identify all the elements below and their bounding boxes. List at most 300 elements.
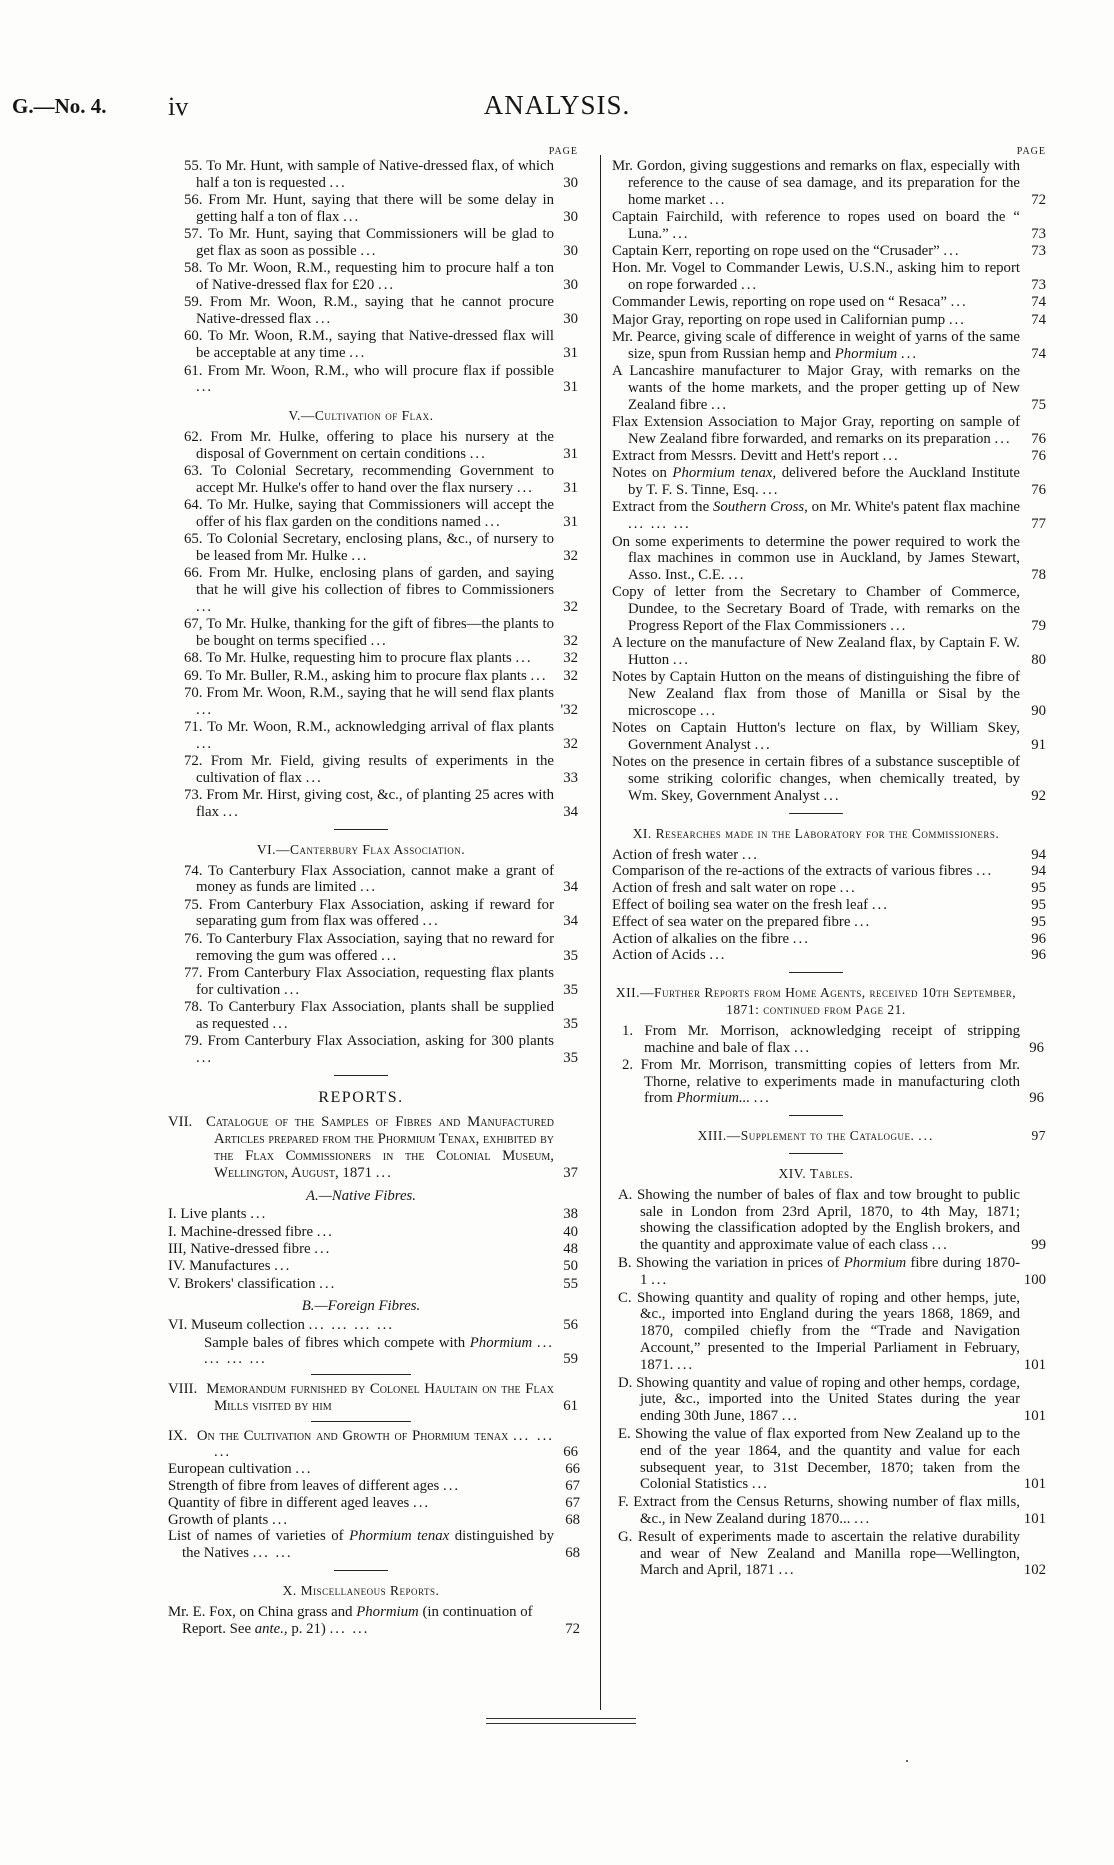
dot-leader: ... (319, 1275, 337, 1292)
page-ref: 102 (1023, 1562, 1046, 1579)
page-header (0, 88, 1114, 128)
list-item (612, 635, 1046, 669)
dot-leader: ... (316, 1223, 334, 1240)
entry-text: European cultivation (168, 1461, 292, 1478)
list-item (168, 1033, 578, 1067)
list-item (168, 1461, 580, 1478)
page-ref: 56 (563, 1317, 578, 1334)
page-ref: 73 (1031, 277, 1046, 294)
list-item (612, 863, 1046, 880)
entry-number: 58. (184, 260, 203, 277)
entry-text: Extract from Messrs. Devitt and Hett's report (612, 448, 879, 465)
section-divider (334, 1075, 388, 1076)
entry-text: Memorandum furnished by Colonel Haultain on the Flax Mills visited by him (206, 1381, 554, 1414)
entry-number: V. (168, 1275, 181, 1292)
dot-leader: ... (753, 1090, 771, 1107)
dot-leader: ... (839, 880, 857, 897)
entry-text: Result of experiments made to ascertain the relative durability and wear of New Zealand and Manilla rope—Wellington, March and April, 1871 (637, 1528, 1020, 1579)
page-ref: 33 (563, 769, 578, 786)
section-divider (789, 972, 843, 973)
list-item (168, 787, 578, 821)
entry-text: Sample bales of fibres which compete with (204, 1334, 466, 1351)
page-ref: 31 (563, 445, 578, 462)
page-ref: 75 (1031, 396, 1046, 413)
dot-leader: ... (272, 1015, 290, 1032)
sample-bales-entry: Sample bales of fibres which compete with Phormium ... ... ... ... 59 (204, 1334, 578, 1368)
entry-text: Strength of fibre from leaves of different ages (168, 1478, 440, 1495)
list-item (612, 754, 1046, 804)
dot-leader: ... (931, 1237, 949, 1254)
section-divider (311, 1421, 411, 1422)
list-item (612, 947, 1046, 964)
page-ref: 32 (563, 633, 578, 650)
dot-leader: ... (360, 242, 378, 259)
laboratory-list (612, 846, 1046, 965)
entry-italic: Phormium (356, 1603, 419, 1620)
entry-text: From Canterbury Flax Association, asking for 300 plants (207, 1033, 554, 1050)
entry-text: Showing the number of bales of flax and tow brought to public sale in London from 23rd April, 1870, to 4th May, 1871; showing the classification adopted by the English brokers, and the quantity and approximate value of each class (637, 1186, 1021, 1254)
entry-text: To Colonial Secretary, enclosing plans, &c., of nursery to be leased from Mr. Hulke (196, 531, 554, 565)
entry-text: Live plants (180, 1206, 247, 1223)
section-divider (334, 1570, 388, 1571)
entry-text: distinguished by the Natives (182, 1528, 555, 1562)
entry-text: Extract from the (612, 499, 710, 516)
entry-text: p. 21) (291, 1620, 326, 1637)
list-item (168, 362, 578, 397)
dot-leader: ... (751, 1476, 769, 1493)
list-item (612, 930, 1046, 948)
list-item (168, 998, 578, 1033)
entry-text: Brokers' classification (184, 1275, 316, 1292)
page-ref: 68 (565, 1545, 580, 1562)
entry-number: VI. (168, 1317, 188, 1334)
page-ref: 40 (563, 1223, 578, 1240)
entry-text: From Mr. Woon, R.M., saying that he cannot procure Native-dressed flax (196, 294, 554, 328)
page-ref: 76 (1031, 482, 1046, 499)
cultivation-section-entry: IX. On the Cultivation and Growth of Phormium tenax ... ... ... 66 (168, 1427, 578, 1461)
dot-leader: ... (709, 191, 727, 208)
entry-number: 67, (184, 616, 203, 633)
page-column-label: PAGE (548, 146, 578, 157)
entry-text: A Lancashire manufacturer to Major Gray, with remarks on the wants of the home markets, and the proper getting up of New Zealand fibre (612, 363, 1020, 413)
table-entry (612, 1289, 1046, 1374)
page-ref: 66 (563, 1444, 578, 1461)
page-column-label: PAGE (1016, 146, 1046, 157)
list-item (168, 719, 578, 753)
section-heading-v: V.—Cultivation of Flax. (288, 408, 434, 424)
table-entry (612, 1425, 1046, 1493)
list-item (612, 363, 1046, 413)
page-ref: 72 (565, 1620, 580, 1637)
entry-text: Quantity of fibre in different aged leaves (168, 1494, 410, 1511)
notes-phormium-entry: Notes on Phormium tenax, delivered before the Auckland Institute by T. F. S. Tinne, Esq. ... 76 (612, 465, 1046, 499)
section-divider (789, 1115, 843, 1116)
entry-number: 77. (184, 964, 203, 981)
entry-text: To Mr. Buller, R.M., asking him to procure flax plants (206, 667, 527, 684)
document-reference: G.—No. 4. (12, 94, 107, 118)
entry-number: 76. (184, 930, 203, 947)
list-item (612, 669, 1046, 719)
entry-text: Action of alkalies on the fibre (612, 930, 790, 947)
list-item (612, 413, 1046, 448)
page-ref: 96 (1031, 930, 1046, 947)
page-ref: 55 (563, 1275, 578, 1292)
list-item (612, 1022, 1044, 1057)
entry-italic: Phormium (469, 1334, 533, 1351)
page-ref: 101 (1023, 1476, 1046, 1493)
entry-number: 1. (622, 1022, 634, 1039)
entry-text: To Canterbury Flax Association, cannot make a grant of money as funds are limited (196, 862, 554, 896)
page-ref: 91 (1031, 737, 1046, 754)
section-divider (334, 829, 388, 830)
column-divider (600, 155, 601, 1710)
page-ref: 61 (563, 1397, 578, 1414)
entry-text: To Mr. Woon, R.M., requesting him to procure half a ton of Native-dressed flax for £20 (196, 260, 554, 294)
entry-number: VIII. (168, 1381, 198, 1398)
page-ref: 67 (565, 1478, 580, 1495)
list-item (612, 846, 1046, 864)
page-ref: 59 (563, 1351, 578, 1368)
list-item (168, 192, 578, 226)
section-heading-vi: VI.—Canterbury Flax Association. (256, 841, 466, 857)
list-item (168, 862, 578, 897)
dot-leader: ... (381, 947, 399, 964)
page-ref: 97 (1031, 1128, 1046, 1144)
page-ref: 92 (1031, 787, 1046, 804)
page-ref: 34 (563, 803, 578, 820)
entry-text: To Mr. Hulke, requesting him to procure flax plants (206, 650, 512, 667)
list-item (168, 428, 578, 463)
entry-text: Native-dressed fibre (190, 1241, 311, 1258)
entry-italic: Phormium tenax (349, 1528, 450, 1545)
entry-text: Showing quantity and value of roping and other hemps, cordage, jute, &c., imported into the United States during the year ending 30th June, 1867 (636, 1374, 1020, 1425)
dot-leader: ... (728, 567, 746, 584)
entry-text: Effect of boiling sea water on the fresh leaf (612, 896, 869, 913)
page-ref: 35 (563, 1015, 578, 1032)
entry-text: Growth of plants (168, 1511, 269, 1528)
entry-text: Showing the value of flax exported from New Zealand up to the end of the year 1864, and the quantity and value for each subsequent year, to 31st December, 1870; taken from the Colonial Statistics (634, 1425, 1021, 1493)
entry-text: fibre during 1870-1 (640, 1255, 1021, 1288)
dot-leader: ... (329, 174, 347, 191)
dot-leader: ... (976, 863, 994, 880)
canterbury-list (168, 862, 578, 1067)
entry-text: Action of Acids (612, 947, 706, 964)
dot-leader: ... (709, 947, 727, 964)
list-item (168, 1511, 580, 1529)
dot-leader: ... (515, 650, 533, 667)
entry-number: 72. (184, 753, 203, 770)
entry-number: 78. (184, 998, 203, 1015)
dot-leader: ... (378, 277, 396, 294)
page-title: ANALYSIS. (483, 90, 631, 120)
entry-letter: C. (618, 1289, 632, 1306)
entry-text: Mr. E. Fox, on China grass and (168, 1603, 353, 1620)
entry-letter: B. (618, 1255, 632, 1272)
dot-leader: ... (359, 879, 378, 896)
list-item (168, 930, 578, 965)
entry-number: 57. (184, 226, 203, 243)
dot-leader: ... (315, 311, 333, 328)
page-ref: 95 (1031, 913, 1046, 930)
page-ref: 94 (1031, 863, 1046, 880)
left-column (168, 145, 580, 1637)
page-ref: 66 (565, 1461, 580, 1478)
dot-leader: ... (741, 277, 759, 294)
page-ref: 100 (1023, 1271, 1046, 1288)
page-ref: '32 (560, 701, 578, 718)
misc-reports-list-2 (612, 533, 1046, 805)
dot-leader: ... (672, 225, 690, 242)
entry-letter: E. (618, 1425, 631, 1442)
list-item (168, 1223, 578, 1241)
page-ref: 30 (563, 311, 578, 328)
page-ref: 32 (563, 548, 578, 565)
dot-leader: ... (516, 479, 534, 496)
entry-italic: ante., (254, 1620, 288, 1637)
list-item (168, 753, 578, 787)
list-item (168, 650, 578, 667)
dot-leader: ... (890, 618, 908, 635)
entry-number: VII. (168, 1114, 193, 1131)
table-entry (612, 1528, 1046, 1579)
dot-leader: ... (823, 787, 841, 804)
list-item (168, 531, 578, 565)
page-ref: 32 (563, 667, 578, 684)
dot-leader: ... (196, 1049, 214, 1066)
page-ref: 96 (1029, 1090, 1044, 1107)
dot-leader: ... (283, 981, 302, 998)
entry-text: To Mr. Woon, R.M., acknowledging arrival of flax plants (207, 719, 555, 735)
dot-leader: ... (422, 913, 440, 930)
entry-text: On some experiments to determine the power required to work the flax machines in common use in Auckland, by James Stewart, Asso. Inst., C.E. (612, 533, 1020, 584)
entry-number: 61. (184, 362, 203, 379)
dot-leader: ... (781, 1408, 799, 1425)
dot-leader: ... (343, 208, 361, 225)
entry-text: Museum collection (191, 1317, 305, 1334)
dot-leader: ... (677, 1356, 695, 1373)
right-column (612, 145, 1046, 1580)
section-divider (789, 813, 843, 814)
dot-leader: ... (413, 1494, 431, 1511)
misc-reports-list (612, 158, 1046, 465)
dot-leader: ... (871, 896, 889, 913)
page-ref: 73 (1031, 242, 1046, 259)
list-item (168, 1275, 578, 1293)
entry-number: 55. (184, 158, 203, 174)
southern-cross-entry: Extract from the Southern Cross, on Mr. White's patent flax machine ... ... ... 77 (612, 499, 1046, 533)
dot-leader: ... (741, 846, 759, 863)
entry-number: 65. (184, 531, 203, 548)
entry-text: To Mr. Hunt, saying that Commissioners will be glad to get flax as soon as possible (196, 226, 554, 259)
section-heading-xiv: XIV. Tables. (778, 1166, 854, 1182)
entry-text: Copy of letter from the Secretary to Chamber of Commerce, Dundee, to the Secretary Board of Trade, with remarks on the Progress Report of the Flax Commissioners (612, 584, 1020, 635)
entry-text: Captain Kerr, reporting on rope used on the “Crusader” (612, 242, 940, 259)
entry-text: A lecture on the manufacture of New Zealand flax, by Captain F. W. Hutton (612, 635, 1020, 669)
page-ref: 30 (563, 242, 578, 259)
entry-number: 2. (622, 1056, 634, 1073)
dot-leader: ... (349, 345, 367, 362)
catalogue-entry: VII. Catalogue of the Samples of Fibres and Manufactured Articles prepared from the Phormium Tenax, exhibited by the Flax Commissioners in the Colonial Museum, Wellington, August, 1871 ... 37 (168, 1114, 578, 1181)
list-item (612, 242, 1046, 260)
entry-number: 60. (184, 328, 203, 345)
entry-text: Notes by Captain Hutton on the means of distinguishing the fibre of New Zealand flax from those of Manilla or Sisal by the microscope (612, 669, 1020, 719)
list-item (168, 667, 578, 685)
list-item (168, 1258, 578, 1275)
page-ref: 77 (1031, 516, 1046, 533)
list-item (168, 294, 578, 328)
dot-leader: ... (196, 701, 214, 718)
page-ref: 101 (1023, 1408, 1046, 1425)
entry-text: Machine-dressed fibre (180, 1223, 314, 1240)
page-ref: 35 (563, 947, 578, 964)
entry-text: To Canterbury Flax Association, plants shall be supplied as requested (196, 998, 554, 1032)
entry-text: Mr. Pearce, giving scale of difference in weight of yarns of the same size, spun from Russian hemp and (612, 328, 1020, 362)
table-entry (612, 1186, 1046, 1254)
list-item (168, 684, 578, 719)
entry-text: Showing quantity and quality of roping and other hemps, jute, &c., imported into England during the years 1868, 1869, and 1870, compiled chiefly from the “Trade and Navigation Account,” presented to the Imperial Parliament in February, 1871. (636, 1289, 1020, 1373)
entry-text: delivered before the Auckland Institute by T. F. S. Tinne, Esq. (628, 465, 1020, 499)
reports-heading: REPORTS. (318, 1088, 404, 1106)
dot-leader: ... (994, 430, 1012, 447)
dot-leader: ... (196, 379, 214, 396)
entry-number: 66. (184, 565, 203, 582)
entry-text: Effect of sea water on the prepared fibre (612, 913, 851, 930)
page-ref: 73 (1031, 225, 1046, 242)
tables-list (612, 1186, 1046, 1579)
entry-text: To Mr. Hunt, with sample of Native-dressed flax, of which half a ton is requested (196, 158, 555, 191)
list-item (612, 294, 1046, 311)
dot-leader: ... (854, 913, 872, 930)
home-agents-list (612, 1022, 1044, 1107)
list-item (168, 1478, 580, 1495)
dot-leader: ... (370, 633, 388, 650)
entry-italic: Phormium (843, 1255, 907, 1272)
entry-text: From Mr. Morrison, acknowledging receipt of stripping machine and bale of flax (644, 1022, 1020, 1056)
entry-text: Commander Lewis, reporting on rope used on “ Resaca” (612, 294, 947, 311)
page-ref: 38 (563, 1206, 578, 1223)
entry-text: (in continuation of Report. See (182, 1603, 533, 1637)
table-entry (612, 1255, 1046, 1289)
dot-leader: ... (672, 652, 690, 669)
entry-number: III, (168, 1241, 187, 1258)
dot-leader: ... (950, 294, 968, 311)
entry-letter: D. (618, 1374, 633, 1391)
list-item (168, 896, 578, 931)
print-speck (906, 1760, 908, 1762)
page-ref: 50 (563, 1258, 578, 1275)
list-item (612, 880, 1046, 897)
dot-leader: ... (314, 1241, 332, 1258)
entry-text: Hon. Mr. Vogel to Commander Lewis, U.S.N., asking him to report on rope forwarded (612, 260, 1020, 294)
list-item (612, 584, 1046, 635)
entry-text: From Mr. Hulke, offering to place his nursery at the disposal of Government on certain conditions (196, 428, 554, 462)
footer-rule (486, 1718, 636, 1719)
table-entry (612, 1374, 1046, 1425)
page-ref: 74 (1031, 311, 1046, 328)
page-ref: 95 (1031, 896, 1046, 913)
entry-text: Mr. Gordon, giving suggestions and remarks on flax, especially with reference to the cause of sea damage, and its preparation for the home market (612, 158, 1020, 208)
page-ref: 101 (1023, 1356, 1046, 1373)
list-item (612, 913, 1046, 931)
entry-italic: Phormium tenax, (672, 465, 777, 482)
entry-text: From Mr. Field, giving results of experiments in the cultivation of flax (196, 753, 554, 786)
entry-text: From Canterbury Flax Association, requesting flax plants for cultivation (196, 964, 554, 998)
page-ref: 35 (563, 1049, 578, 1066)
dot-leader: ... (295, 1461, 313, 1478)
entry-number: 64. (184, 497, 203, 514)
entry-italic: Phormium... (676, 1090, 751, 1107)
entry-text: On the Cultivation and Growth of Phormium tenax (196, 1427, 509, 1444)
entry-text: Flax Extension Association to Major Gray, reporting on sample of New Zealand fibre forwarded, and remarks on its preparation (612, 413, 1020, 447)
entry-text: Notes on Captain Hutton's lecture on flax, by William Skey, Government Analyst (612, 720, 1020, 754)
section-title: XIII.—Supplement to the Catalogue. (697, 1128, 915, 1144)
cultivation-list (168, 428, 578, 821)
list-item (168, 226, 578, 260)
dot-leader: ... (651, 1271, 669, 1288)
list-item (168, 463, 578, 497)
entry-italic: Southern Cross, (712, 499, 808, 516)
section-heading-x: X. Miscellaneous Reports. (282, 1583, 440, 1599)
native-fibres-list (168, 1206, 578, 1292)
entry-text: Captain Fairchild, with reference to ropes used on board the “ Luna.” (612, 208, 1020, 242)
list-item (612, 311, 1046, 329)
entry-text: From Canterbury Flax Association, asking if reward for separating gum from flax was offered (196, 896, 555, 930)
list-item (168, 1241, 578, 1258)
page-ref: 96 (1031, 947, 1046, 964)
page-ref: 31 (563, 479, 578, 496)
dot-leader: ... (778, 1562, 796, 1579)
list-item (612, 896, 1046, 914)
dot-leader: ... (530, 667, 548, 684)
entry-text: From Mr. Hulke, enclosing plans of garden, and saying that he will give his collection of fibres to Commissioners (196, 565, 554, 599)
entry-text: To Colonial Secretary, recommending Government to accept Mr. Hulke's offer to hand over the flax nursery (196, 463, 554, 496)
entry-text: Extract from the Census Returns, showing number of flax mills, &c., in New Zealand during 1870... (633, 1494, 1020, 1527)
dot-leader: ... (469, 445, 487, 462)
correspondence-list-a (168, 158, 578, 396)
page-ref: 99 (1031, 1237, 1046, 1254)
page-ref: 32 (563, 735, 578, 752)
dot-leader: ... (943, 242, 961, 259)
section-heading-xi: XI. Researches made in the Laboratory for the Commissioners. (632, 825, 1000, 841)
dot-leader: ... (271, 1511, 290, 1528)
page-ref: 31 (563, 379, 578, 396)
entry-text: To Mr. Hulke, thanking for the gift of fibres—the plants to be bought on terms specified (196, 616, 554, 650)
entry-text: From Mr. Hunt, saying that there will be some delay in getting half a ton of flax (196, 192, 554, 225)
page-ref: 95 (1031, 880, 1046, 897)
entry-number: 69. (184, 667, 203, 684)
entry-number: 62. (184, 428, 203, 445)
entry-text: From Mr. Morrison, transmitting copies of letters from Mr. Thorne, relative to experiments made in manufacturing cloth from (640, 1056, 1020, 1107)
page-ref: 31 (563, 513, 578, 530)
list-item (612, 533, 1046, 584)
section-divider (789, 1153, 843, 1154)
page-ref: 78 (1031, 567, 1046, 584)
fox-entry: Mr. E. Fox, on China grass and Phormium (in continuation of Report. See ante., p. 21) ... ... 72 (168, 1603, 580, 1637)
entry-italic: Phormium (834, 345, 898, 362)
subheading-native: A.—Native Fibres. (305, 1187, 416, 1204)
page-ref: 67 (565, 1494, 580, 1511)
list-item (168, 328, 578, 362)
dot-leader: ... (900, 345, 919, 362)
page-ref: 32 (563, 598, 578, 615)
page-ref: 37 (563, 1164, 578, 1181)
dot-leader: ... (222, 803, 240, 820)
page-ref: 34 (563, 913, 578, 930)
varieties-entry: List of names of varieties of Phormium tenax distinguished by the Natives ... ... 68 (168, 1528, 580, 1562)
entry-text: To Canterbury Flax Association, saying that no reward for removing the gum was offered (196, 930, 554, 964)
entry-letter: G. (618, 1528, 633, 1545)
page-ref: 30 (563, 277, 578, 294)
